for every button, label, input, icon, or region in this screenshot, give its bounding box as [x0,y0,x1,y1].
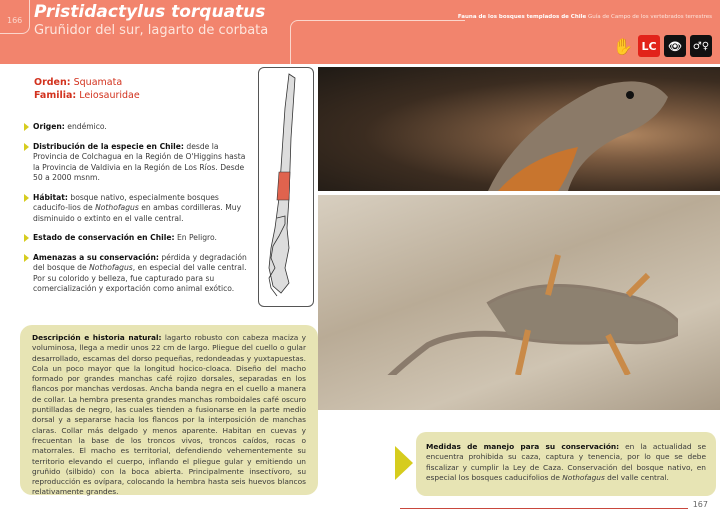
fact-text: bosque nativo, especialmente bosques caducifo-lios de [33,192,219,212]
order-line [34,76,140,89]
description-text: lagarto robusto con cabeza maciza y voluminosa, llega a medir unos 22 cm de largo. Pliegue del cuello o gular desarrollado, escamas del dorso pequeñas, redondeadas y yuxtapuestas. Cola un poco mayor que la longitud hocico-cloaca. Diseño del macho formado por grandes manchas café rojizo dorsales, separadas en los flancos por manchas verdosas. Ancha banda negra en el cuello a manera de collar. La hembra presenta grandes manchas romboidales café oscuro puntilladas de negro, las cuales tienden a fusionarse en la parte medio dorsal y a separarse hacia los flancos por la interposición de manchas claras. Collar más delgado y menos aparente. Habitan en cuevas y frecuentan la base de los troncos vivos, troncos caídos, rocas o matorrales. El macho es territorial, defendiendo vehementemente su territorio elevando el cuerpo, inflando el pliegue gular y emitiendo un gruñido (silbido) con la boca abierta. Principalmente insectívoro, su reproducción es ovípara, colocando la hembra hasta seis huevos blancos relativamente grandes. [32,333,306,497]
header-rule [290,20,465,64]
taxonomy [34,76,140,102]
common-names: Gruñidor del sur, lagarto de corbata [34,23,269,38]
management-label: Medidas de manejo para su conservación: [426,442,620,451]
footer-rule [400,508,688,509]
management-text: en la actualidad se encuentra prohibida su caza, captura y tenencia, por lo que se debe fiscalizar y cumplir la Ley de Caza. Conservación del bosque nativo, en especial los bosques caducifolios de [426,442,707,482]
management-box [416,432,716,496]
fact-distribution [24,142,248,184]
family-line [34,89,140,102]
pointer-triangle [395,446,413,480]
page-header [0,0,720,64]
description-box [20,325,318,495]
fact-label: Origen: [33,122,65,131]
range-highlight [277,172,290,200]
management-text: del valle central. [607,472,669,482]
order-value: Squamata [73,77,123,88]
lizard-body-illustration [338,235,678,375]
series-subtitle: Guía de Campo de los vertebrados terrestres [588,14,712,20]
fact-genus: Nothofagus [95,203,139,212]
fact-status [24,233,248,244]
sex-symbols-icon: ♂♀ [690,35,712,57]
fact-text: endémico. [67,122,107,131]
series-title [458,14,712,20]
fact-origin [24,122,248,133]
page-number-left: 166 [7,16,23,25]
fact-text: desde la Provincia de Colchagua en la Región de O'Higgins hasta la Provincia de Valdivia en la Región de Los Ríos. Desde 50 a 2000 msnm. [33,141,246,182]
fact-text: en ambas cordilleras. Muy disminuido o extinto en el valle central. [33,203,242,223]
page-number-right: 167 [692,500,708,509]
fact-label: Hábitat: [33,192,68,202]
status-icons [612,35,712,57]
family-value: Leiosauridae [79,90,140,101]
fact-label: Estado de conservación en Chile: [33,233,175,242]
lizard-head-photo [318,67,720,191]
eye-icon: 👁 [664,35,686,57]
conservation-status-badge: LC [638,35,660,57]
hand-icon: ✋ [613,36,633,56]
series-bold: Fauna de los bosques templados de Chile [457,14,587,20]
fact-genus: Nothofagus [89,263,133,272]
fact-habitat [24,193,248,225]
facts-list [24,122,248,304]
fact-text: pérdida y degradación del bosque de [33,252,247,272]
chile-map [259,68,313,306]
lizard-head-illustration [318,67,720,191]
fact-text: En Peligro. [176,233,217,242]
management-genus: Nothofagus [562,472,605,482]
distribution-map [258,67,314,307]
fact-threats [24,253,248,295]
lizard-full-photo [318,195,720,410]
family-label: Familia: [34,90,77,101]
species-title: Pristidactylus torquatus [34,2,266,22]
fact-text: , en especial del valle central. Por su colorido y belleza, fue capturado para su comercialización y exportación como animal exótico. [33,263,247,293]
order-label: Orden: [34,77,71,88]
description-label: Descripción e historia natural: [32,333,162,342]
fact-label: Amenazas a su conservación: [33,252,159,262]
fact-label: Distribución de la especie en Chile: [33,141,184,151]
